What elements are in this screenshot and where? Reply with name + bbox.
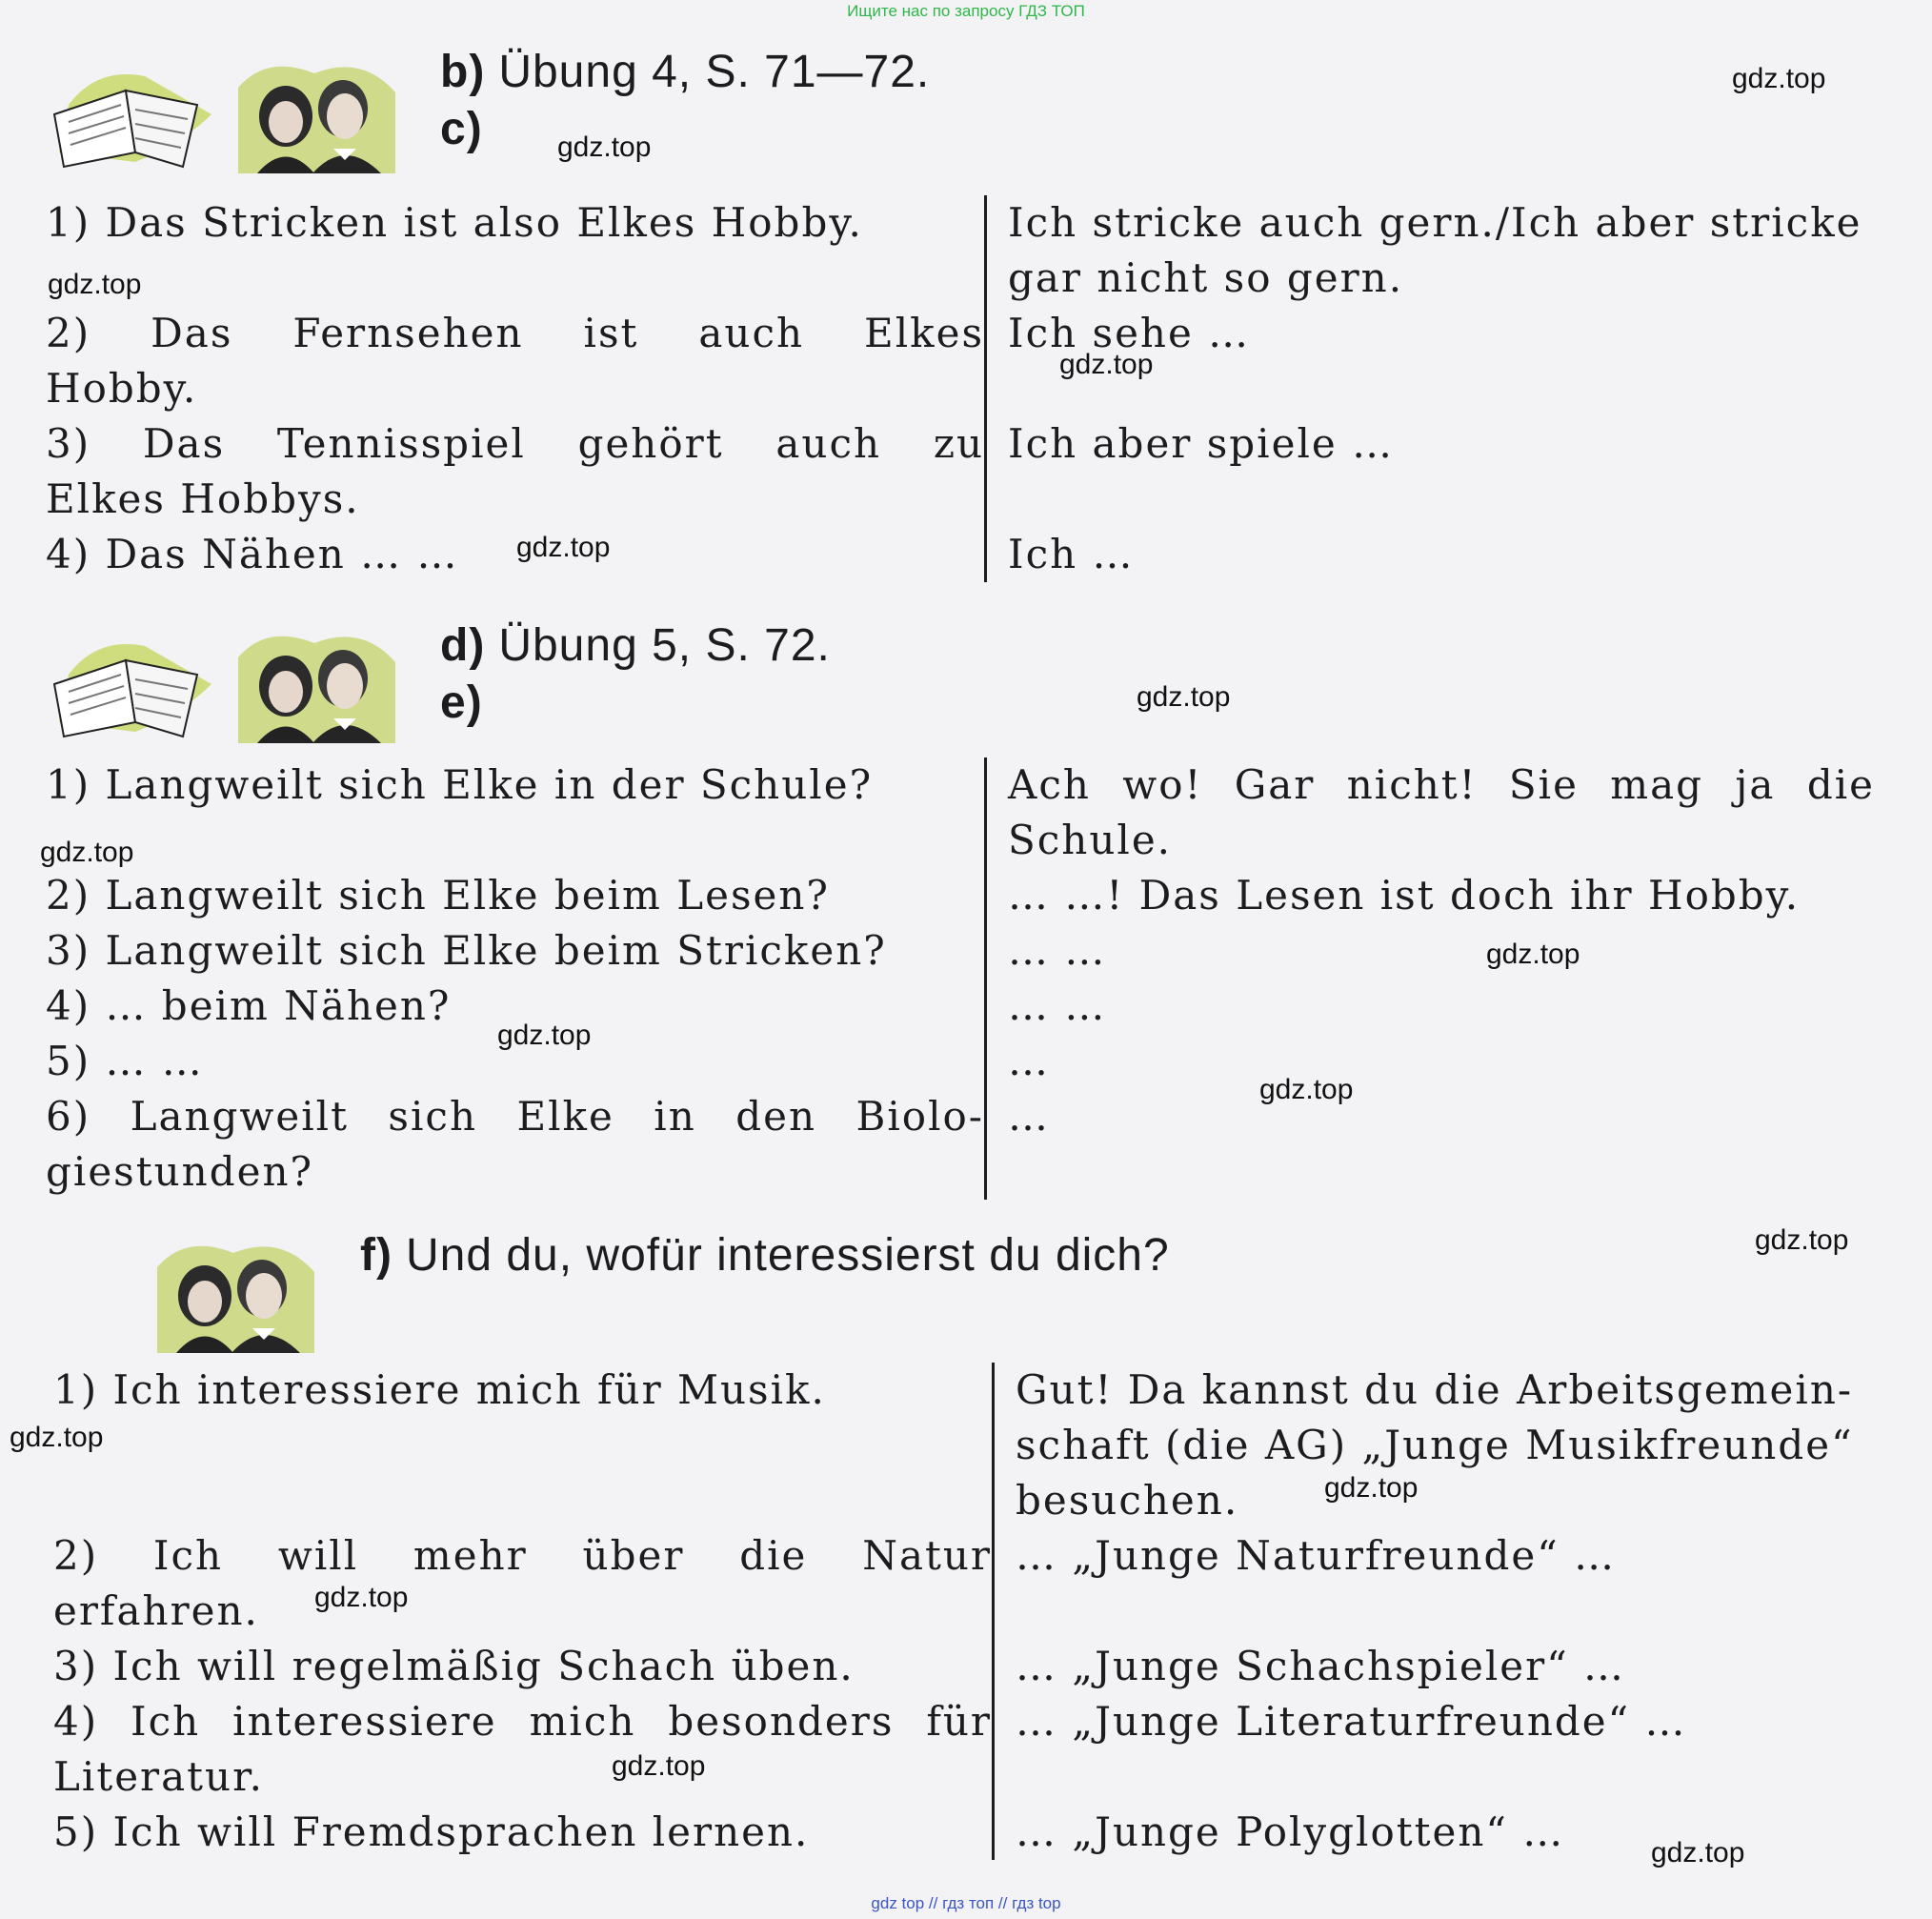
exercise-e-right	[984, 758, 1875, 1200]
book-icon	[40, 617, 221, 741]
heading-c: c)	[440, 104, 483, 154]
watermark: gdz.top	[497, 1020, 592, 1051]
watermark: gdz.top	[516, 532, 611, 563]
top-banner: Ищите нас по запросу ГДЗ ТОП	[847, 2, 1085, 20]
exercise-line: Ich stricke auch gern./Ich aber stricke	[1008, 199, 1862, 246]
exercise-line: … „Junge Literaturfreunde“ …	[1016, 1698, 1687, 1745]
heading-d: d) Übung 5, S. 72.	[440, 620, 831, 671]
exercise-f-right	[992, 1363, 1882, 1860]
exercise-line: Hobby.	[46, 365, 198, 412]
children-icon	[229, 50, 400, 173]
book-icon	[40, 48, 221, 172]
exercise-line: 3) Langweilt sich Elke beim Stricken?	[46, 927, 887, 974]
heading-f: f) Und du, wofür interessierst du dich?	[360, 1230, 1170, 1281]
watermark: gdz.top	[1651, 1837, 1745, 1868]
exercise-e-left	[46, 758, 984, 1200]
exercise-line: gar nicht so gern.	[1008, 254, 1404, 301]
watermark: gdz.top	[314, 1582, 409, 1613]
watermark: gdz.top	[10, 1422, 104, 1453]
exercise-line: … „Junge Schachspieler“ …	[1016, 1643, 1626, 1689]
heading-e: e)	[440, 677, 483, 728]
exercise-c-right	[984, 195, 1875, 582]
watermark: gdz.top	[1259, 1074, 1354, 1105]
exercise-line: Ich sehe …	[1008, 310, 1251, 356]
watermark: gdz.top	[612, 1750, 706, 1782]
children-icon	[148, 1229, 319, 1353]
watermark: gdz.top	[557, 131, 652, 163]
exercise-line: 3) Das Tennisspiel gehört auch zu	[46, 420, 984, 467]
exercise-line: giestunden?	[46, 1148, 314, 1195]
exercise-line: besuchen.	[1016, 1477, 1239, 1524]
heading-b: b) Übung 4, S. 71—72.	[440, 47, 931, 97]
exercise-line: … „Junge Naturfreunde“ …	[1016, 1532, 1617, 1579]
watermark: gdz.top	[1324, 1472, 1419, 1504]
exercise-line: … …! Das Lesen ist doch ihr Hobby.	[1008, 872, 1801, 919]
exercise-f-left	[53, 1363, 992, 1860]
exercise-e-table	[46, 758, 1875, 1200]
exercise-line: 6) Langweilt sich Elke in den Biolo-	[46, 1093, 984, 1140]
exercise-line: Literatur.	[53, 1753, 264, 1800]
watermark: gdz.top	[1755, 1224, 1849, 1256]
exercise-line: Ich …	[1008, 531, 1135, 577]
watermark: gdz.top	[1486, 939, 1580, 970]
exercise-line: 4) … beim Nähen?	[46, 982, 452, 1029]
exercise-line: 5) … …	[46, 1038, 204, 1084]
exercise-line: 1) Das Stricken ist also Elkes Hobby.	[46, 199, 863, 246]
exercise-line: 2) Das Fernsehen ist auch Elkes	[46, 310, 984, 356]
exercise-line: erfahren.	[53, 1587, 259, 1634]
exercise-line: Gut! Da kannst du die Arbeitsgemein-	[1016, 1366, 1854, 1413]
exercise-line: …	[1008, 1038, 1050, 1084]
exercise-line: 4) Das Nähen … …	[46, 531, 459, 577]
exercise-line: Schule.	[1008, 817, 1173, 863]
exercise-line: … …	[1008, 927, 1107, 974]
exercise-line: … „Junge Polyglotten“ …	[1016, 1808, 1565, 1855]
watermark: gdz.top	[1059, 349, 1154, 380]
exercise-c-table	[46, 195, 1875, 582]
exercise-c-left	[46, 195, 984, 582]
children-icon	[229, 619, 400, 743]
exercise-line: 2) Ich will mehr über die Natur	[53, 1532, 992, 1579]
exercise-line: 5) Ich will Fremdsprachen lernen.	[53, 1808, 810, 1855]
watermark: gdz.top	[1732, 63, 1826, 94]
watermark: gdz.top	[48, 269, 142, 300]
exercise-line: 3) Ich will regelmäßig Schach üben.	[53, 1643, 855, 1689]
watermark: gdz.top	[40, 837, 134, 868]
exercise-line: Ach wo! Gar nicht! Sie mag ja die	[1008, 761, 1875, 808]
watermark: gdz.top	[1137, 681, 1231, 713]
exercise-line: Elkes Hobbys.	[46, 475, 360, 522]
exercise-line: Ich aber spiele …	[1008, 420, 1395, 467]
exercise-line: 2) Langweilt sich Elke beim Lesen?	[46, 872, 830, 919]
exercise-line: 1) Langweilt sich Elke in der Schule?	[46, 761, 874, 808]
exercise-line: schaft (die AG) „Junge Musikfreunde“	[1016, 1422, 1854, 1468]
exercise-line: … …	[1008, 982, 1107, 1029]
exercise-line: 1) Ich interessiere mich für Musik.	[53, 1366, 826, 1413]
exercise-line: 4) Ich interessiere mich besonders für	[53, 1698, 992, 1745]
exercise-line: …	[1008, 1093, 1050, 1140]
bottom-banner: gdz top // гдз топ // гдз top	[871, 1894, 1061, 1912]
